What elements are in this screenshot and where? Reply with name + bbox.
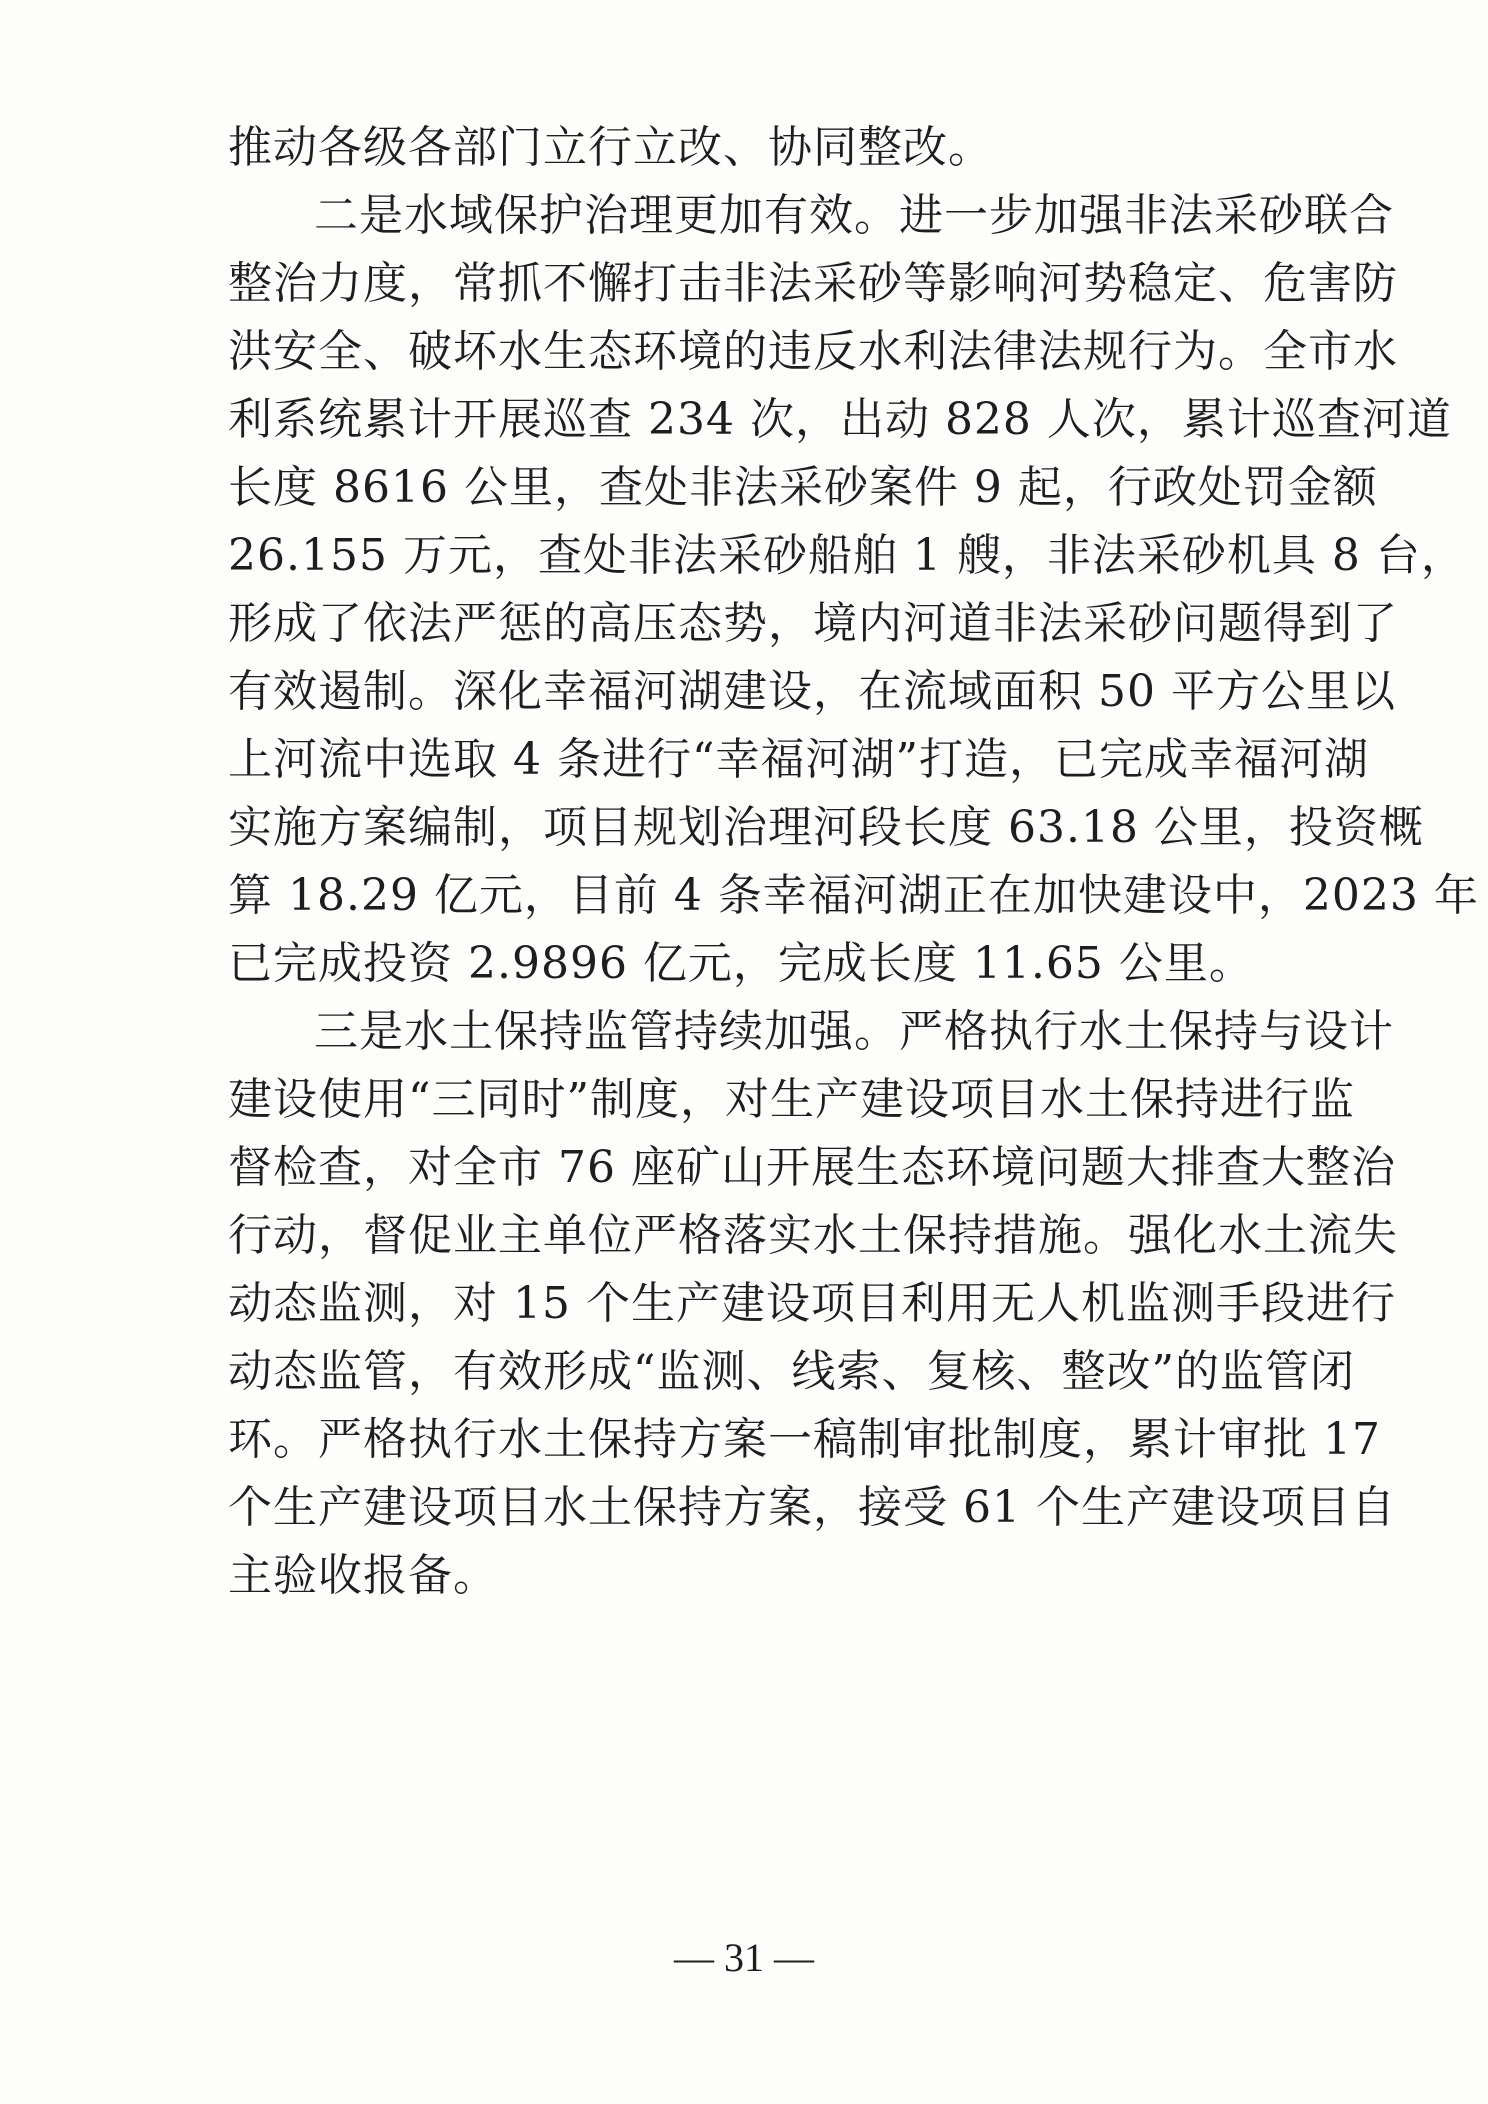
paragraph-line: 算 18.29 亿元，目前 4 条幸福河湖正在加快建设中，2023 年 <box>228 870 1479 921</box>
paragraph-line: 推动各级各部门立行立改、协同整改。 <box>228 122 993 173</box>
paragraph-line: 动态监测，对 15 个生产建设项目利用无人机监测手段进行 <box>228 1278 1396 1329</box>
paragraph-line: 三是水土保持监管持续加强。严格执行水土保持与设计 <box>314 1006 1394 1057</box>
paragraph-line: 已完成投资 2.9896 亿元，完成长度 11.65 公里。 <box>228 938 1254 989</box>
paragraph-line: 督检查，对全市 76 座矿山开展生态环境问题大排查大整治 <box>228 1142 1396 1193</box>
paragraph-line: 建设使用“三同时”制度，对生产建设项目水土保持进行监 <box>228 1074 1355 1125</box>
paragraph-line: 行动，督促业主单位严格落实水土保持措施。强化水土流失 <box>228 1210 1398 1261</box>
paragraph-line: 动态监管，有效形成“监测、线索、复核、整改”的监管闭 <box>228 1346 1355 1397</box>
paragraph-line: 个生产建设项目水土保持方案，接受 61 个生产建设项目自 <box>228 1482 1396 1533</box>
paragraph-line: 26.155 万元，查处非法采砂船舶 1 艘，非法采砂机具 8 台， <box>228 530 1466 581</box>
paragraph-line: 洪安全、破坏水生态环境的违反水利法律法规行为。全市水 <box>228 326 1398 377</box>
paragraph-line: 二是水域保护治理更加有效。进一步加强非法采砂联合 <box>314 190 1394 241</box>
paragraph-line: 形成了依法严惩的高压态势，境内河道非法采砂问题得到了 <box>228 598 1398 649</box>
paragraph-line: 整治力度，常抓不懈打击非法采砂等影响河势稳定、危害防 <box>228 258 1398 309</box>
paragraph-line: 长度 8616 公里，查处非法采砂案件 9 起，行政处罚金额 <box>228 462 1378 513</box>
paragraph-line: 利系统累计开展巡查 234 次，出动 828 人次，累计巡查河道 <box>228 394 1452 445</box>
paragraph-line: 有效遏制。深化幸福河湖建设，在流域面积 50 平方公里以 <box>228 666 1396 717</box>
paragraph-line: 主验收报备。 <box>228 1550 498 1601</box>
paragraph-line: 上河流中选取 4 条进行“幸福河湖”打造，已完成幸福河湖 <box>228 734 1369 785</box>
paragraph-line: 实施方案编制，项目规划治理河段长度 63.18 公里，投资概 <box>228 802 1424 853</box>
page-number: — 31 — <box>674 1935 814 1980</box>
paragraph-line: 环。严格执行水土保持方案一稿制审批制度，累计审批 17 <box>228 1414 1381 1465</box>
